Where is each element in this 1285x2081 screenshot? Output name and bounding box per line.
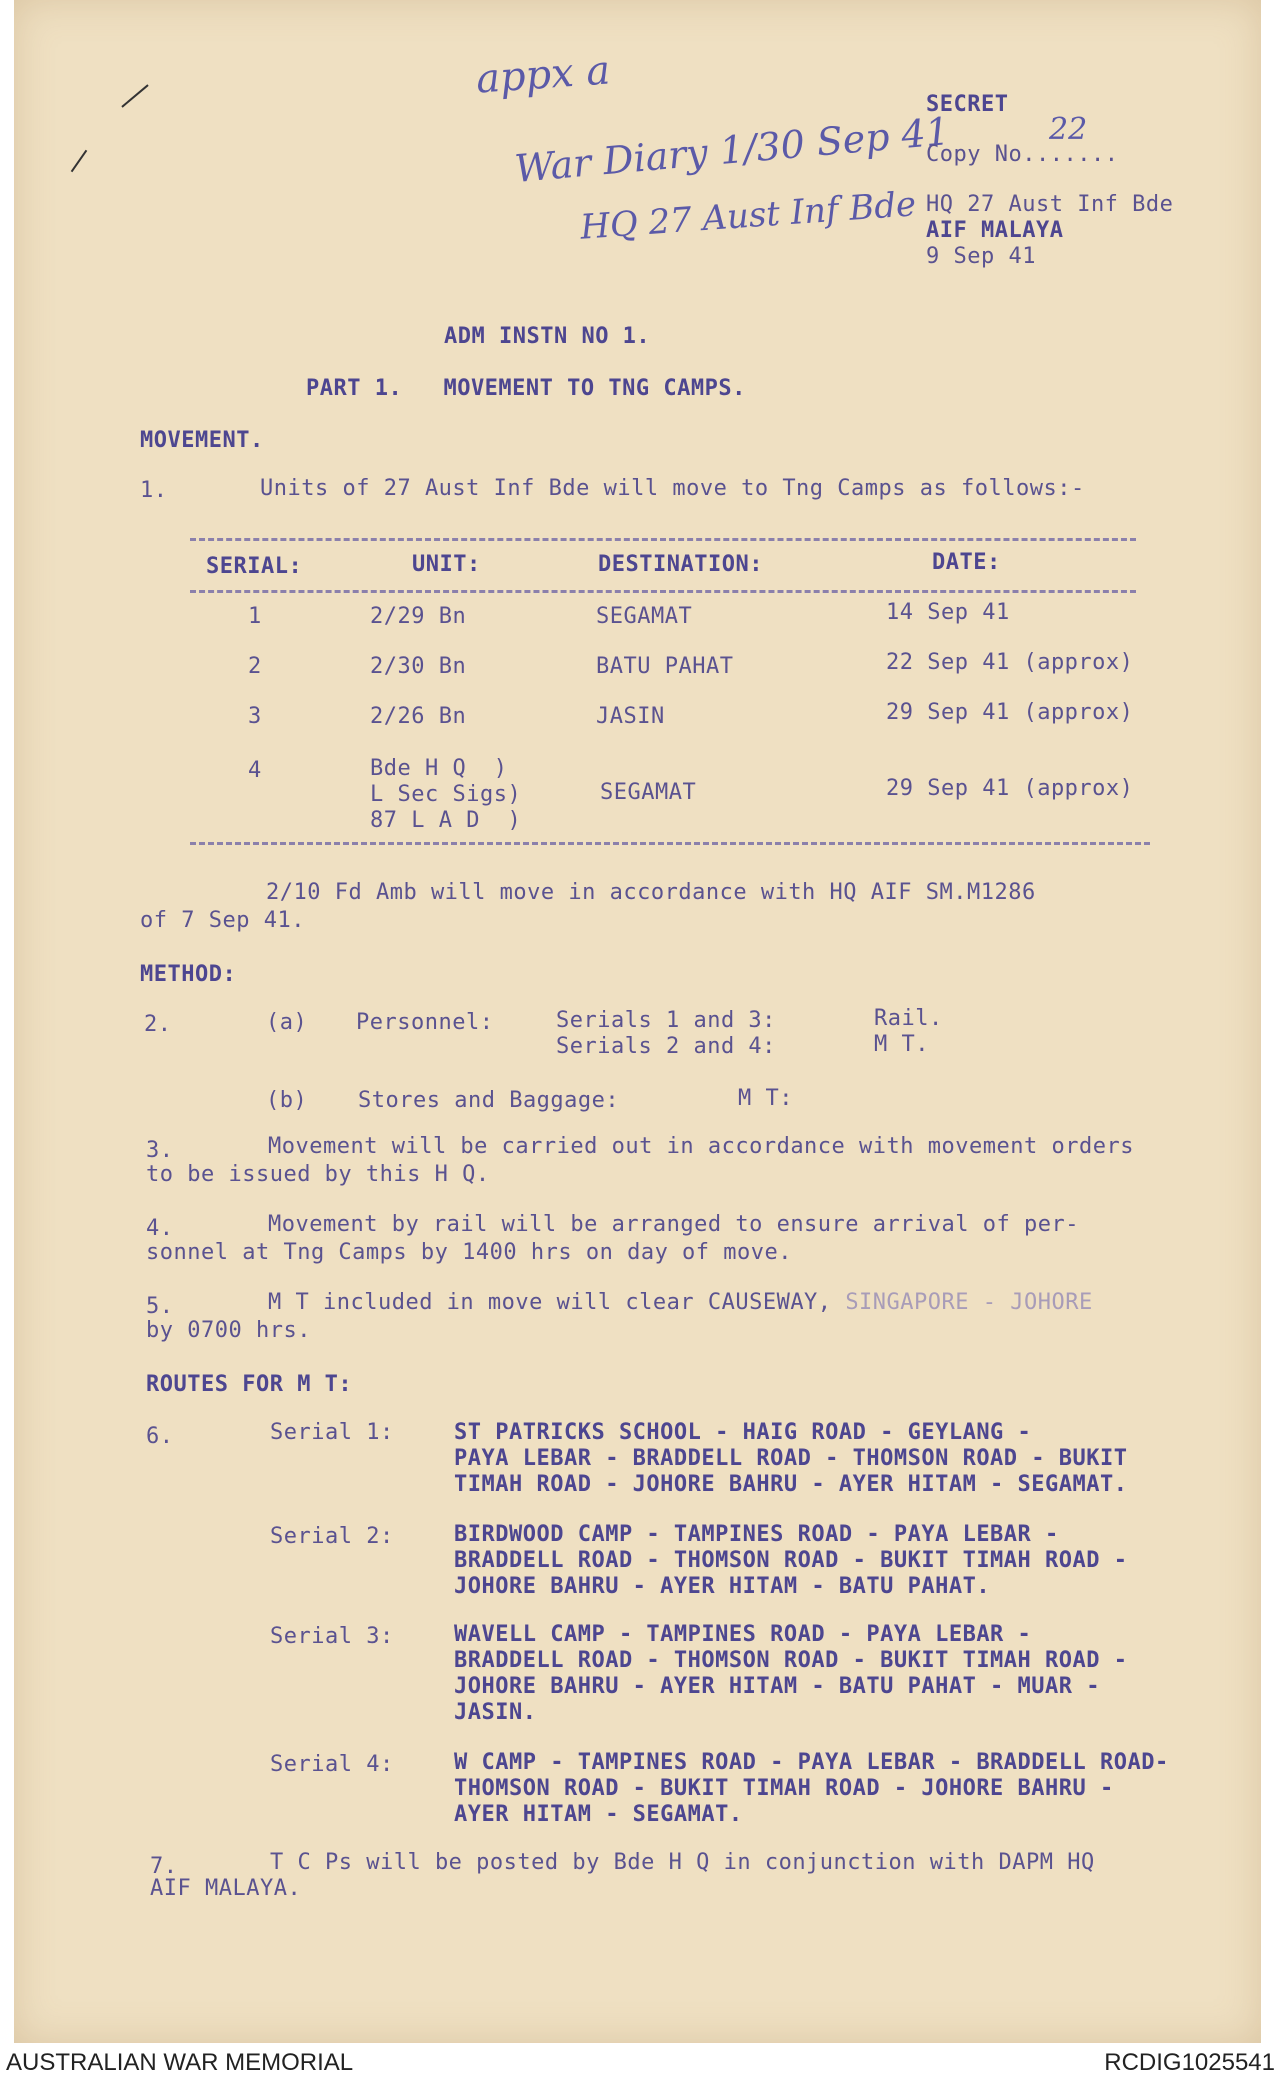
section-routes: ROUTES FOR M T: bbox=[146, 1372, 353, 1397]
row-serial: 1 bbox=[248, 604, 262, 629]
footer-reference: RCDIG1025541 bbox=[1104, 2049, 1275, 2076]
row-unit: 2/29 Bn bbox=[370, 604, 467, 629]
para7-line2: AIF MALAYA. bbox=[150, 1876, 302, 1901]
para2-a-name: Personnel: bbox=[356, 1010, 494, 1035]
row-serial: 4 bbox=[248, 758, 262, 783]
copy-label bbox=[926, 142, 1118, 167]
para3-number: 3. bbox=[146, 1138, 174, 1163]
margin-mark bbox=[71, 150, 88, 172]
section-method: METHOD: bbox=[140, 962, 237, 987]
table-header-destination: DESTINATION: bbox=[598, 552, 763, 577]
para2-number: 2. bbox=[144, 1012, 172, 1037]
row-destination: SEGAMAT bbox=[596, 604, 693, 629]
copy-dots: ...... bbox=[1035, 142, 1119, 167]
handwritten-appendix: appx a bbox=[474, 47, 612, 103]
para6-number: 6. bbox=[146, 1424, 174, 1449]
para7-line1: T C Ps will be posted by Bde H Q in conjunction with DAPM HQ bbox=[270, 1850, 1095, 1875]
hq-line2: AIF MALAYA bbox=[926, 218, 1064, 243]
para1-number: 1. bbox=[140, 478, 168, 503]
row-date: 29 Sep 41 (approx) bbox=[886, 776, 1134, 801]
handwritten-hq: HQ 27 Aust Inf Bde bbox=[579, 184, 918, 248]
route-line: BRADDELL ROAD - THOMSON ROAD - BUKIT TIMAH ROAD - bbox=[454, 1648, 1128, 1673]
row-unit: 2/26 Bn bbox=[370, 704, 467, 729]
amb-line2: of 7 Sep 41. bbox=[140, 908, 305, 933]
row-unit-line: L Sec Sigs) bbox=[370, 782, 522, 807]
route-label: Serial 3: bbox=[270, 1624, 394, 1649]
row-date: 22 Sep 41 (approx) bbox=[886, 650, 1134, 675]
para2-a-serials2: Serials 2 and 4: bbox=[556, 1034, 776, 1059]
archive-footer bbox=[0, 2043, 1285, 2081]
row-unit: 2/30 Bn bbox=[370, 654, 467, 679]
document-page bbox=[14, 0, 1261, 2043]
para2-a-serials1: Serials 1 and 3: bbox=[556, 1008, 776, 1033]
row-date: 29 Sep 41 (approx) bbox=[886, 700, 1134, 725]
document-title: ADM INSTN NO 1. bbox=[444, 324, 651, 349]
route-line: AYER HITAM - SEGAMAT. bbox=[454, 1802, 743, 1827]
table-rule-bottom bbox=[190, 842, 1150, 845]
route-line: BIRDWOOD CAMP - TAMPINES ROAD - PAYA LEBAR - bbox=[454, 1522, 1059, 1547]
row-unit-line: 87 L A D ) bbox=[370, 808, 522, 833]
classification: SECRET bbox=[926, 92, 1009, 117]
para4-line1: Movement by rail will be arranged to ensure arrival of per- bbox=[268, 1212, 1079, 1237]
row-destination: SEGAMAT bbox=[600, 780, 697, 805]
route-label: Serial 2: bbox=[270, 1524, 394, 1549]
route-line: W CAMP - TAMPINES ROAD - PAYA LEBAR - BRADDELL ROAD- bbox=[454, 1750, 1169, 1775]
route-line: JOHORE BAHRU - AYER HITAM - BATU PAHAT - MUAR - bbox=[454, 1674, 1101, 1699]
para2-b-label: (b) bbox=[266, 1088, 308, 1113]
para2-a-mode2: M T. bbox=[874, 1032, 929, 1057]
handwritten-copy-number: 22 bbox=[1049, 112, 1088, 147]
route-line: BRADDELL ROAD - THOMSON ROAD - BUKIT TIMAH ROAD - bbox=[454, 1548, 1128, 1573]
table-header-date: DATE: bbox=[932, 550, 1001, 575]
section-movement: MOVEMENT. bbox=[140, 428, 264, 453]
route-line: ST PATRICKS SCHOOL - HAIG ROAD - GEYLANG - bbox=[454, 1420, 1032, 1445]
copy-label-text: Copy No. bbox=[926, 142, 1036, 167]
row-unit-line: Bde H Q ) bbox=[370, 756, 508, 781]
para2-a-mode1: Rail. bbox=[874, 1006, 943, 1031]
row-date: 14 Sep 41 bbox=[886, 600, 1010, 625]
route-line: JASIN. bbox=[454, 1700, 537, 1725]
para3-line2: to be issued by this H Q. bbox=[146, 1162, 490, 1187]
para4-line2: sonnel at Tng Camps by 1400 hrs on day of move. bbox=[146, 1240, 793, 1265]
route-line: TIMAH ROAD - JOHORE BAHRU - AYER HITAM - SEGAMAT. bbox=[454, 1472, 1128, 1497]
para5-line2: by 0700 hrs. bbox=[146, 1318, 311, 1343]
row-destination: BATU PAHAT bbox=[596, 654, 734, 679]
table-rule-top bbox=[190, 538, 1136, 541]
hq-line1: HQ 27 Aust Inf Bde bbox=[926, 192, 1174, 217]
para5-line1-a: M T included in move will clear CAUSEWAY, bbox=[268, 1290, 832, 1315]
para4-number: 4. bbox=[146, 1216, 174, 1241]
route-line: WAVELL CAMP - TAMPINES ROAD - PAYA LEBAR - bbox=[454, 1622, 1032, 1647]
para2-b-name: Stores and Baggage: bbox=[358, 1088, 620, 1113]
document-date: 9 Sep 41 bbox=[926, 244, 1036, 269]
route-line: PAYA LEBAR - BRADDELL ROAD - THOMSON ROAD - BUKIT bbox=[454, 1446, 1128, 1471]
amb-line1: 2/10 Fd Amb will move in accordance with HQ AIF SM.M1286 bbox=[266, 880, 1036, 905]
row-serial: 2 bbox=[248, 654, 262, 679]
para3-line1: Movement will be carried out in accordance with movement orders bbox=[268, 1134, 1134, 1159]
para2-b-mode: M T: bbox=[738, 1086, 793, 1111]
footer-institution: AUSTRALIAN WAR MEMORIAL bbox=[6, 2049, 354, 2076]
row-destination: JASIN bbox=[596, 704, 665, 729]
route-label: Serial 1: bbox=[270, 1420, 394, 1445]
para5-line1 bbox=[268, 1290, 1093, 1315]
part-title: PART 1. MOVEMENT TO TNG CAMPS. bbox=[306, 376, 746, 401]
para5-number: 5. bbox=[146, 1294, 174, 1319]
table-header-unit: UNIT: bbox=[412, 552, 481, 577]
table-rule-header bbox=[190, 590, 1136, 593]
route-label: Serial 4: bbox=[270, 1752, 394, 1777]
para2-a-label: (a) bbox=[266, 1010, 308, 1035]
para7-number: 7. bbox=[150, 1854, 178, 1879]
margin-mark bbox=[121, 84, 148, 107]
table-header-serial: SERIAL: bbox=[206, 554, 303, 579]
row-serial: 3 bbox=[248, 704, 262, 729]
para1-text: Units of 27 Aust Inf Bde will move to Tng Camps as follows:- bbox=[260, 476, 1085, 501]
route-line: JOHORE BAHRU - AYER HITAM - BATU PAHAT. bbox=[454, 1574, 991, 1599]
handwritten-war-diary: War Diary 1/30 Sep 41 bbox=[512, 109, 952, 191]
para5-line1-b: SINGAPORE - JOHORE bbox=[845, 1290, 1093, 1315]
route-line: THOMSON ROAD - BUKIT TIMAH ROAD - JOHORE BAHRU - bbox=[454, 1776, 1114, 1801]
